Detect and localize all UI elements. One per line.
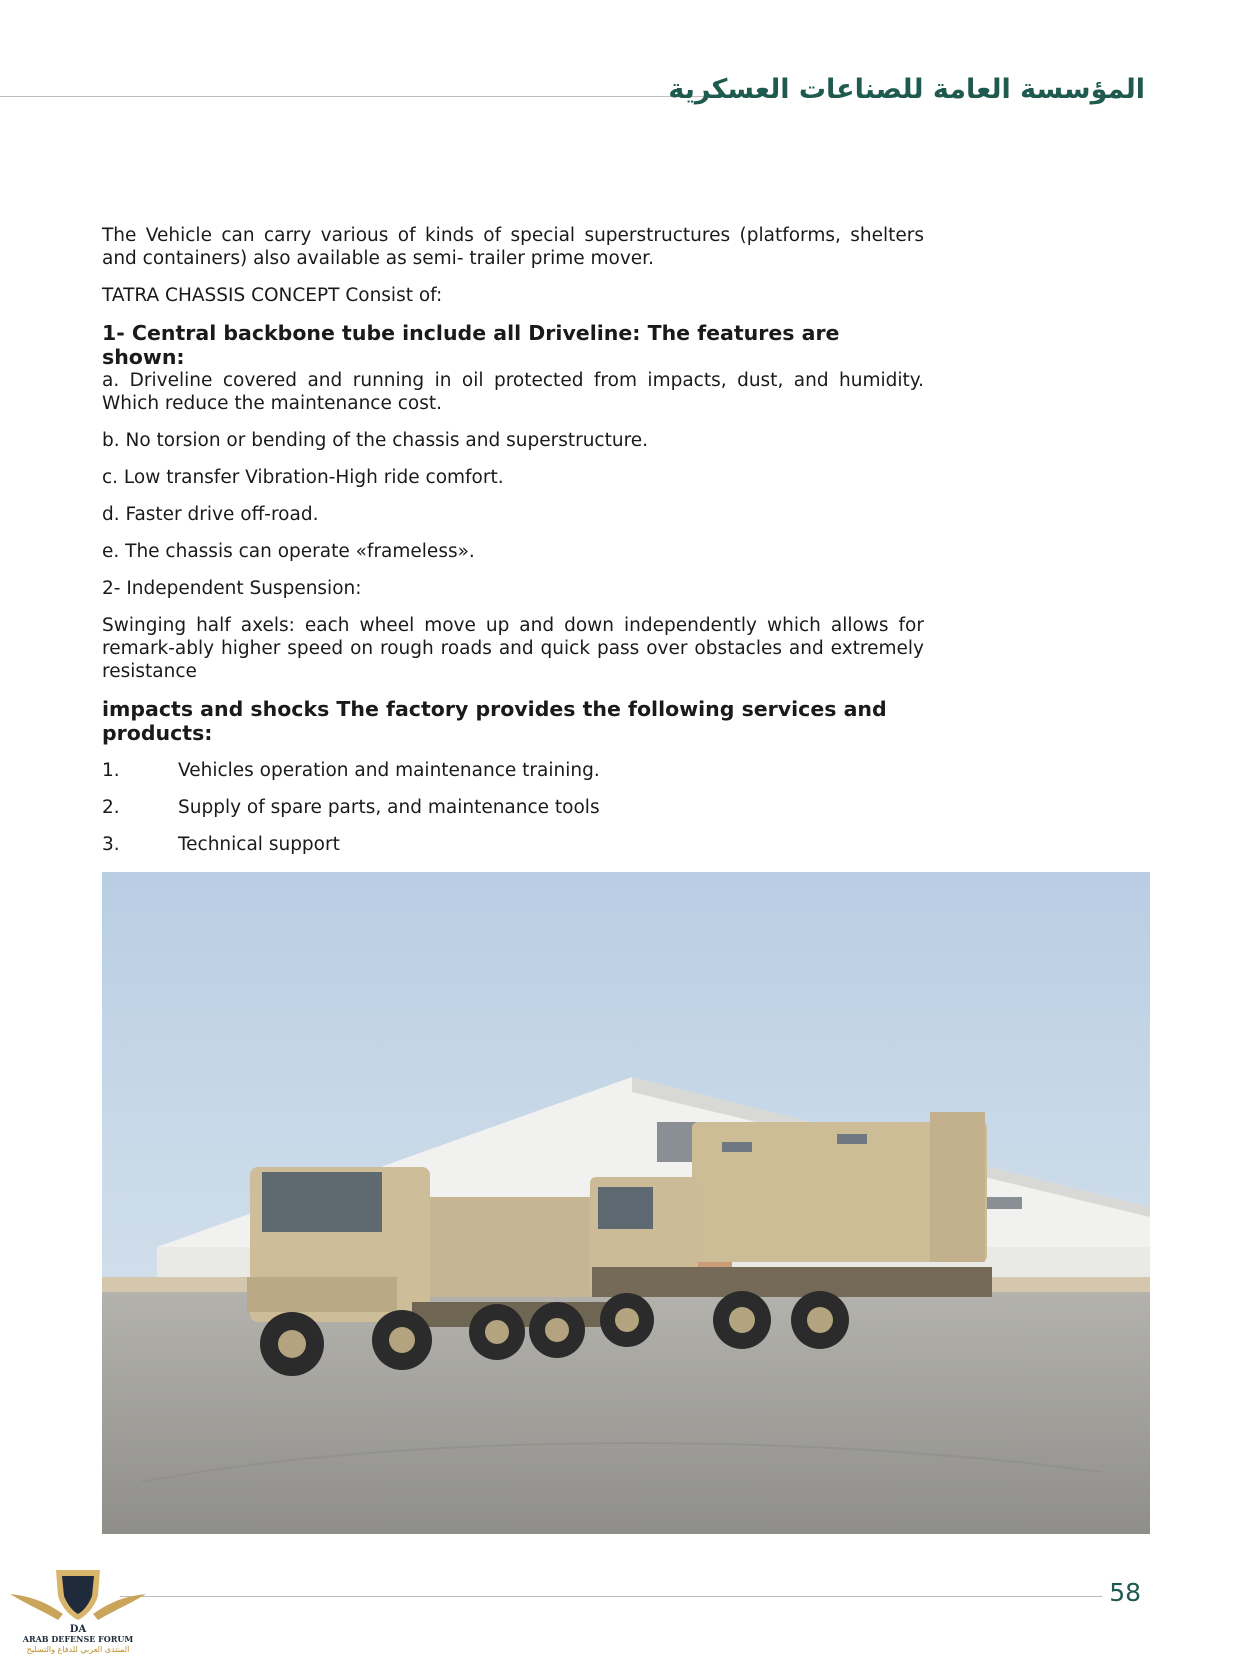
header-title: المؤسسة العامة للصناعات العسكرية — [668, 74, 1145, 105]
page-number: 58 — [1109, 1578, 1141, 1607]
feature-b: b. No torsion or bending of the chassis and superstructure. — [102, 430, 649, 451]
service-text: Supply of spare parts, and maintenance tools — [178, 797, 600, 818]
footer-rule — [120, 1596, 1102, 1597]
logo-text-ar: المنتدى العربي للدفاع والتسليح — [26, 1645, 130, 1654]
feature-e: e. The chassis can operate «frameless». — [102, 541, 475, 562]
service-item — [102, 759, 924, 782]
body-text — [102, 224, 924, 870]
intro-paragraph: The Vehicle can carry various of kinds of special superstructures (platforms, shelters and containers) also available as semi- trailer prime mover. — [102, 225, 924, 269]
truck-photo-illustration — [102, 872, 1150, 1534]
feature-a: a. Driveline covered and running in oil protected from impacts, dust, and humidity. Which reduce the maintenance cost. — [102, 370, 924, 414]
heading-backbone: 1- Central backbone tube include all Driveline: The features are shown: — [102, 321, 840, 369]
shield-wings-icon — [8, 1566, 148, 1654]
heading-services: impacts and shocks The factory provides the following services and products: — [102, 697, 887, 745]
truck-photo — [102, 872, 1150, 1534]
logo-text-en: ARAB DEFENSE FORUM — [22, 1634, 134, 1644]
service-number: 3. — [102, 834, 120, 855]
feature-c: c. Low transfer Vibration-High ride comfort. — [102, 467, 504, 488]
service-item — [102, 833, 924, 856]
service-text: Vehicles operation and maintenance training. — [178, 760, 600, 781]
logo-initials: DA — [69, 1624, 87, 1635]
service-number: 2. — [102, 797, 120, 818]
service-number: 1. — [102, 760, 120, 781]
service-item — [102, 796, 924, 819]
feature-d: d. Faster drive off-road. — [102, 504, 319, 525]
concept-paragraph: TATRA CHASSIS CONCEPT Consist of: — [102, 285, 443, 306]
service-text: Technical support — [178, 834, 340, 855]
suspension-paragraph: Swinging half axels: each wheel move up and down independently which allows for remark-ably higher speed on rough roads and quick pass over obstacles and extremely resistance — [102, 615, 924, 682]
arab-defense-forum-logo — [8, 1566, 148, 1654]
heading-suspension: 2- Independent Suspension: — [102, 578, 362, 599]
header-rule — [0, 96, 728, 97]
